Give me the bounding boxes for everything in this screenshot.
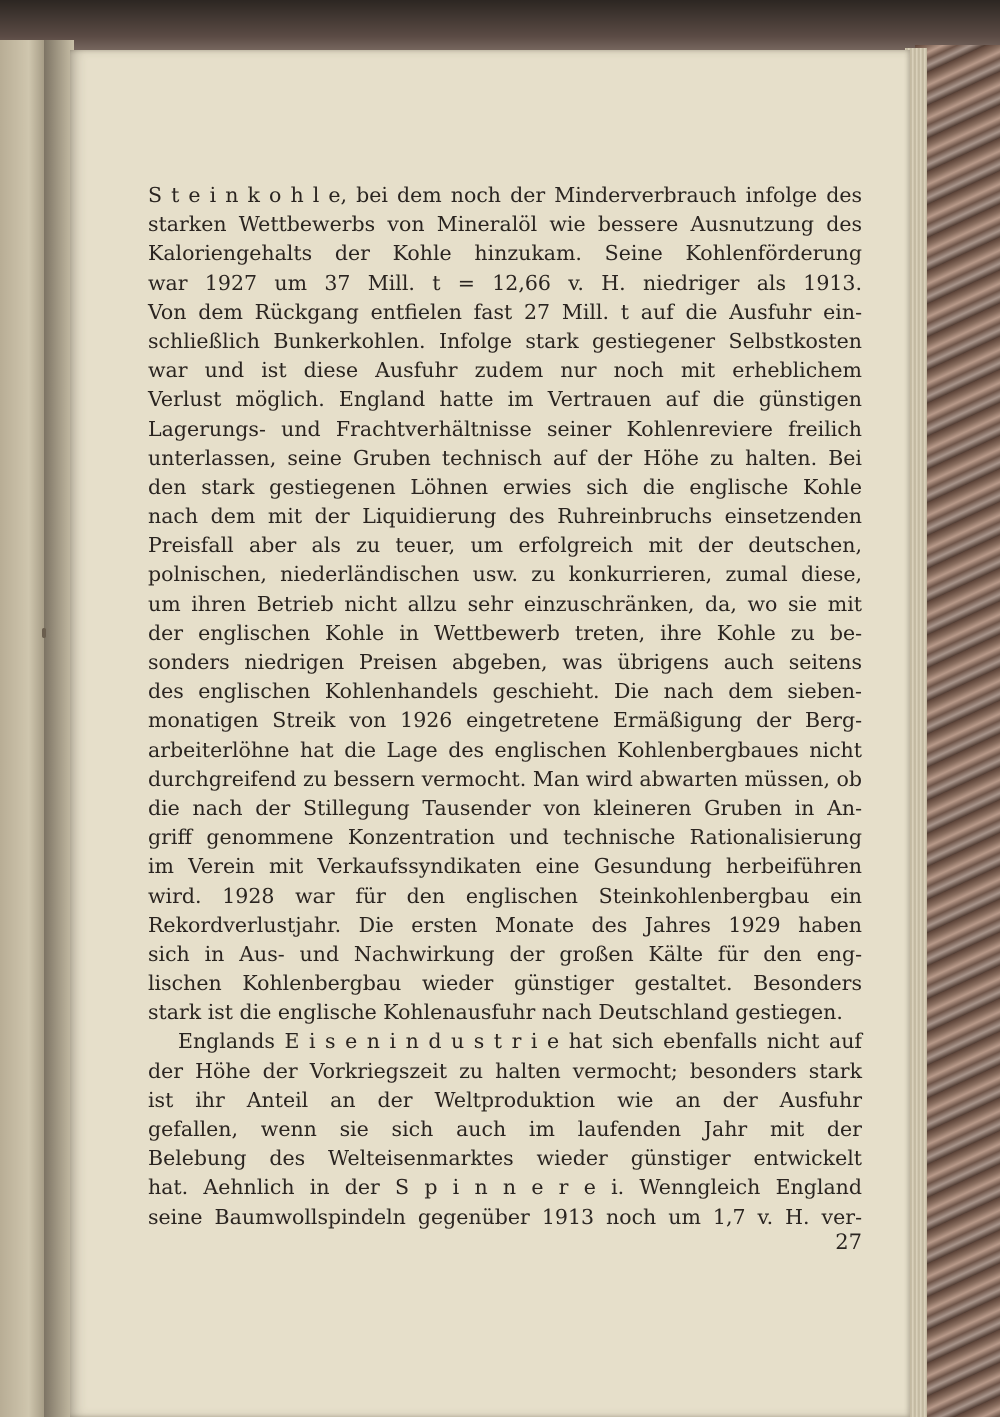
text-line: sich in Aus- und Nachwirkung der großen Kälte für den eng-	[148, 941, 862, 966]
text-line: gefallen, wenn sie sich auch im laufenden Jahr mit der	[148, 1117, 862, 1141]
text-line: lischen Kohlenbergbau wieder günstiger gestaltet. Besonders	[148, 971, 862, 996]
text-line: durchgreifend zu bessern vermocht. Man wird abwarten müssen, ob	[148, 766, 862, 791]
book-page	[70, 50, 910, 1417]
text-line: Englands E i s e n i n d u s t r i e hat sich ebenfalls nicht auf	[178, 1029, 862, 1054]
text-line: war und ist diese Ausfuhr zudem nur noch mit erheblichem	[148, 358, 862, 383]
text-line: um ihren Betrieb nicht allzu sehr einzuschränken, da, wo sie mit	[148, 591, 862, 616]
text-line: den stark gestiegenen Löhnen erwies sich die englische Kohle	[148, 474, 862, 499]
text-line: im Verein mit Verkaufssyndikaten eine Gesundung herbeiführen	[148, 854, 862, 879]
text-line: Kaloriengehalts der Kohle hinzukam. Seine Kohlenförderung	[148, 241, 862, 266]
text-line: Rekordverlustjahr. Die ersten Monate des Jahres 1929 haben	[148, 912, 862, 937]
text-line: griff genommene Konzentration und technische Rationalisierung	[148, 825, 862, 850]
text-line: schließlich Bunkerkohlen. Infolge stark gestiegener Selbstkosten	[148, 328, 862, 353]
text-line: Lagerungs- und Frachtverhältnisse seiner Kohlenreviere freilich	[148, 416, 862, 441]
text-line: seine Baumwollspindeln gegenüber 1913 noch um 1,7 v. H. ver-	[148, 1204, 862, 1229]
text-line: der englischen Kohle in Wettbewerb treten, ihre Kohle zu be-	[148, 620, 862, 645]
text-line: arbeiterlöhne hat die Lage des englischen Kohlenbergbaues nicht	[148, 737, 862, 762]
text-line: der Höhe der Vorkriegszeit zu halten vermocht; besonders stark	[148, 1058, 862, 1083]
text-line: des englischen Kohlenhandels geschieht. Die nach dem sieben-	[148, 679, 862, 704]
text-line: sonders niedrigen Preisen abgeben, was übrigens auch seitens	[148, 650, 862, 674]
text-line: war 1927 um 37 Mill. t = 12,66 v. H. niedriger als 1913.	[148, 270, 862, 295]
text-line: Belebung des Welteisenmarktes wieder günstiger entwickelt	[148, 1146, 862, 1171]
text-line: wird. 1928 war für den englischen Steinkohlenbergbau ein	[148, 883, 862, 908]
text-line: nach dem mit der Liquidierung des Ruhreinbruchs einsetzenden	[148, 504, 862, 529]
body-text	[148, 181, 862, 1232]
text-line: Verlust möglich. England hatte im Vertrauen auf die günstigen	[148, 387, 862, 412]
marbled-endpaper	[915, 45, 1000, 1417]
text-line: S t e i n k o h l e, bei dem noch der Minderverbrauch infolge des	[148, 183, 862, 207]
text-line: starken Wettbewerbs von Mineralöl wie bessere Ausnutzung des	[148, 212, 862, 237]
text-line: stark ist die englische Kohlenausfuhr nach Deutschland gestiegen.	[148, 1000, 843, 1025]
margin-mark	[42, 628, 46, 638]
page-number: 27	[835, 1230, 862, 1254]
text-line: hat. Aehnlich in der S p i n n e r e i. Wenngleich England	[148, 1175, 862, 1200]
left-page-edge	[0, 40, 48, 1417]
text-line: polnischen, niederländischen usw. zu konkurrieren, zumal diese,	[148, 562, 862, 587]
text-line: Preisfall aber als zu teuer, um erfolgreich mit der deutschen,	[148, 533, 862, 558]
text-line: ist ihr Anteil an der Weltproduktion wie an der Ausfuhr	[148, 1087, 862, 1112]
text-line: Von dem Rückgang entfielen fast 27 Mill. t auf die Ausfuhr ein-	[148, 299, 862, 324]
text-line: unterlassen, seine Gruben technisch auf der Höhe zu halten. Bei	[148, 445, 862, 470]
text-line: monatigen Streik von 1926 eingetretene Ermäßigung der Berg-	[148, 708, 862, 733]
text-line: die nach der Stillegung Tausender von kleineren Gruben in An-	[148, 795, 862, 820]
